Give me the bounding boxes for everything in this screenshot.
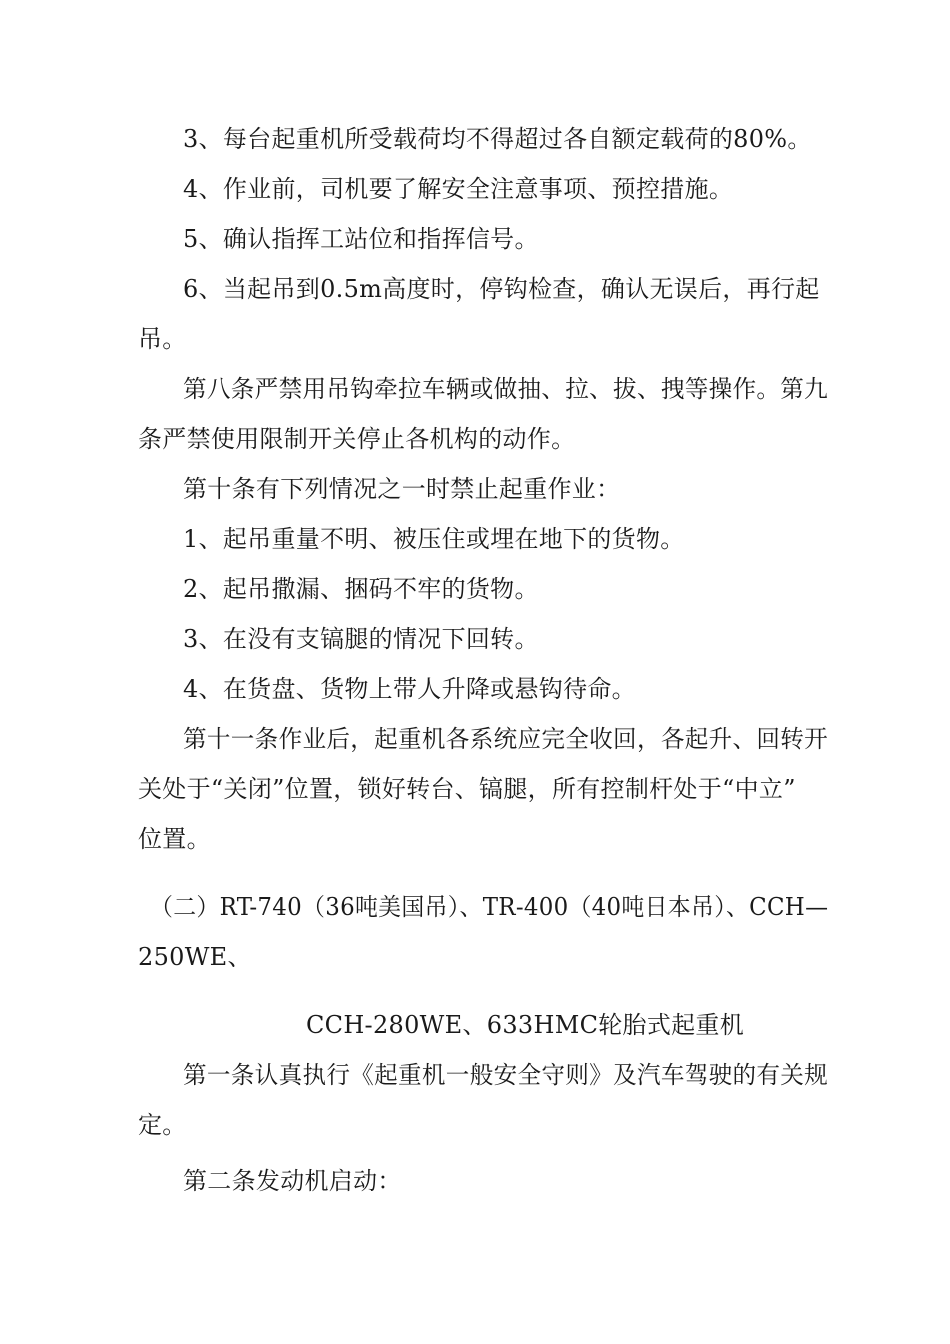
rule-6-continuation: 吊。 [138,325,187,353]
article-10-item-3: 3、在没有支镐腿的情况下回转。 [183,625,539,653]
article-11-line-2: 关处于“关闭”位置，锁好转台、镐腿，所有控制杆处于“中立” [138,775,796,803]
section-2-heading-line-1: （二）RT-740（36吨美国吊）、TR-400（40吨日本吊）、CCH— [150,893,829,921]
article-10-item-4: 4、在货盘、货物上带人升降或悬钩待命。 [183,675,636,703]
article-10-item-2: 2、起吊撒漏、捆码不牢的货物。 [183,575,539,603]
rule-4-pre-operation: 4、作业前，司机要了解安全注意事项、预控措施。 [183,175,734,203]
article-11-line-3: 位置。 [138,825,211,853]
rule-3-load-limit: 3、每台起重机所受载荷均不得超过各自额定载荷的80%。 [183,125,812,153]
article-8: 第八条严禁用吊钩牵拉车辆或做抽、拉、拔、拽等操作。第九 [183,375,829,403]
section-2-article-1-line-2: 定。 [138,1111,187,1139]
rule-6-lift-check: 6、当起吊到0.5m高度时，停钩检查，确认无误后，再行起 [183,275,820,303]
article-10-heading: 第十条有下列情况之一时禁止起重作业： [183,475,621,503]
section-2-subtitle: CCH-280WE、633HMC轮胎式起重机 [306,1011,745,1039]
article-11-line-1: 第十一条作业后，起重机各系统应完全收回，各起升、回转开 [183,725,829,753]
article-9: 条严禁使用限制开关停止各机构的动作。 [138,425,576,453]
section-2-article-2: 第二条发动机启动： [183,1167,402,1195]
article-10-item-1: 1、起吊重量不明、被压住或埋在地下的货物。 [183,525,685,553]
section-2-heading-line-2: 250WE、 [138,943,252,971]
section-2-article-1-line-1: 第一条认真执行《起重机一般安全守则》及汽车驾驶的有关规 [183,1061,829,1089]
rule-5-signal: 5、确认指挥工站位和指挥信号。 [183,225,539,253]
